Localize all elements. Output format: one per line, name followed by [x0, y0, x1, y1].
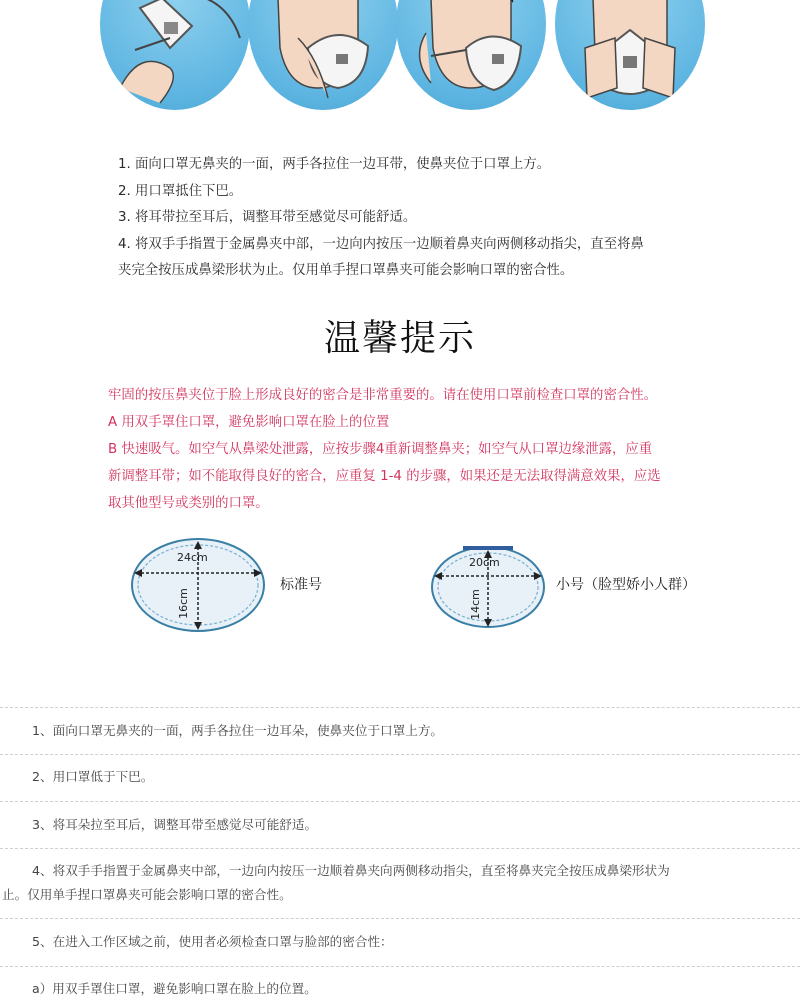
detail-step-5: 5、在进入工作区域之前，使用者必须检查口罩与脸部的密合性：	[32, 934, 393, 949]
instruction-line: 夹完全按压成鼻梁形状为止。仅用单手捏口罩鼻夹可能会影响口罩的密合性。	[118, 263, 574, 278]
small-size-label: 小号（脸型娇小人群）	[556, 577, 696, 593]
divider	[0, 918, 800, 919]
instruction-steps	[118, 152, 698, 285]
warning-line: B 快速吸气。如空气从鼻梁处泄露，应按步骤4重新调整鼻夹；如空气从口罩边缘泄露，应重	[108, 442, 653, 457]
warning-line: A 用双手罩住口罩，避免影响口罩在脸上的位置	[108, 415, 390, 430]
step-illustration-4	[555, 0, 705, 110]
small-width-label: 20cm	[469, 556, 500, 569]
tips-title: 温馨提示	[323, 318, 476, 359]
standard-width-label: 24cm	[177, 551, 208, 564]
divider	[0, 966, 800, 967]
small-size-diagram	[428, 542, 548, 632]
warning-line: 牢固的按压鼻夹位于脸上形成良好的密合是非常重要的。请在使用口罩前检查口罩的密合性。	[108, 388, 658, 403]
warning-line: 新调整耳带；如不能取得良好的密合，应重复 1-4 的步骤，如果还是无法取得满意效果，应选	[108, 469, 661, 484]
divider	[0, 801, 800, 802]
instruction-line: 4. 将双手手指置于金属鼻夹中部，一边向内按压一边顺着鼻夹向两侧移动指尖，直至将鼻	[118, 236, 644, 252]
detail-step-2: 2、用口罩低于下巴。	[32, 769, 154, 784]
step-illustration-3	[396, 0, 546, 110]
small-height-label: 14cm	[468, 589, 482, 620]
step-illustration-1	[100, 0, 250, 110]
detail-step-4-line-1: 4、将双手手指置于金属鼻夹中部，一边向内按压一边顺着鼻夹向两侧移动指尖，直至将鼻夹完全按压成鼻梁形状为	[32, 863, 670, 878]
divider	[0, 707, 800, 708]
instruction-line: 2. 用口罩抵住下巴。	[118, 183, 243, 199]
detail-step-4-line-2: 止。仅用单手捏口罩鼻夹可能会影响口罩的密合性。	[2, 887, 292, 902]
instruction-line: 1. 面向口罩无鼻夹的一面，两手各拉住一边耳带，使鼻夹位于口罩上方。	[118, 157, 551, 172]
detail-step-3: 3、将耳朵拉至耳后，调整耳带至感觉尽可能舒适。	[32, 817, 318, 832]
illustration-row	[0, 0, 800, 115]
warning-line: 取其他型号或类别的口罩。	[108, 496, 269, 511]
detail-step-1: 1、面向口罩无鼻夹的一面，两手各拉住一边耳朵，使鼻夹位于口罩上方。	[32, 723, 444, 738]
standard-height-label: 16cm	[176, 588, 190, 619]
standard-size-diagram	[128, 535, 268, 635]
divider	[0, 848, 800, 849]
divider	[0, 754, 800, 755]
warning-block	[108, 382, 708, 517]
standard-size-label: 标准号	[280, 577, 322, 593]
instruction-line: 3. 将耳带拉至耳后，调整耳带至感觉尽可能舒适。	[118, 210, 417, 225]
detail-step-a: a）用双手罩住口罩，避免影响口罩在脸上的位置。	[32, 981, 317, 996]
step-illustration-2	[248, 0, 398, 110]
